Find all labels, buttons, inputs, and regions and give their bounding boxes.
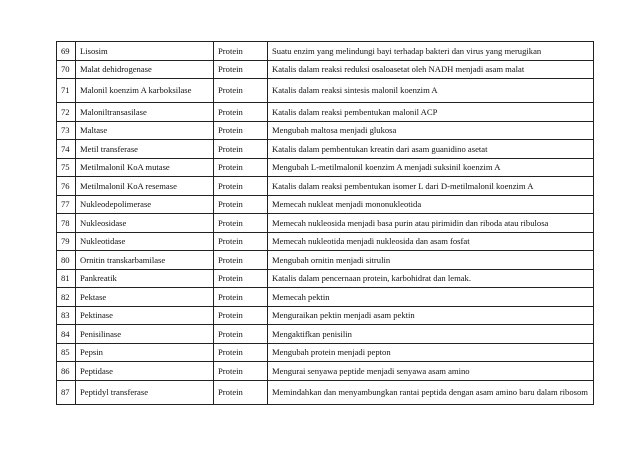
enzyme-type: Protein bbox=[214, 195, 268, 214]
table-row bbox=[57, 380, 594, 404]
enzyme-function: Mengubah maltosa menjadi glukosa bbox=[268, 121, 594, 140]
enzyme-name: Ornitin transkarbamilase bbox=[76, 251, 214, 270]
enzyme-function: Katalis dalam reaksi reduksi osaloasetat oleh NADH menjadi asam malat bbox=[268, 60, 594, 79]
enzyme-type: Protein bbox=[214, 42, 268, 61]
row-number: 84 bbox=[57, 325, 76, 344]
enzyme-function: Memecah nukleat menjadi mononukleotida bbox=[268, 195, 594, 214]
table-row bbox=[57, 121, 594, 140]
table-row bbox=[57, 158, 594, 177]
table-row bbox=[57, 195, 594, 214]
enzyme-table-body bbox=[57, 42, 594, 405]
row-number: 78 bbox=[57, 214, 76, 233]
enzyme-function: Memecah nukleosida menjadi basa purin atau pirimidin dan riboda atau ribulosa bbox=[268, 214, 594, 233]
table-row bbox=[57, 232, 594, 251]
enzyme-name: Pektase bbox=[76, 288, 214, 307]
table-row bbox=[57, 79, 594, 103]
enzyme-name: Pektinase bbox=[76, 306, 214, 325]
enzyme-type: Protein bbox=[214, 343, 268, 362]
enzyme-function: Mengubah protein menjadi pepton bbox=[268, 343, 594, 362]
row-number: 79 bbox=[57, 232, 76, 251]
row-number: 70 bbox=[57, 60, 76, 79]
table-row bbox=[57, 140, 594, 159]
enzyme-name: Nukleosidase bbox=[76, 214, 214, 233]
enzyme-type: Protein bbox=[214, 325, 268, 344]
row-number: 83 bbox=[57, 306, 76, 325]
enzyme-name: Maloniltransasilase bbox=[76, 103, 214, 122]
enzyme-name: Penisilinase bbox=[76, 325, 214, 344]
table-row bbox=[57, 214, 594, 233]
enzyme-function: Katalis dalam reaksi pembentukan malonil ACP bbox=[268, 103, 594, 122]
table-row bbox=[57, 269, 594, 288]
enzyme-type: Protein bbox=[214, 232, 268, 251]
enzyme-function: Memindahkan dan menyambungkan rantai peptida dengan asam amino baru dalam ribosom bbox=[268, 380, 594, 404]
enzyme-type: Protein bbox=[214, 214, 268, 233]
enzyme-name: Nukleotidase bbox=[76, 232, 214, 251]
enzyme-name: Peptidyl transferase bbox=[76, 380, 214, 404]
enzyme-function: Mengaktifkan penisilin bbox=[268, 325, 594, 344]
enzyme-function: Memecah nukleotida menjadi nukleosida dan asam fosfat bbox=[268, 232, 594, 251]
enzyme-name: Metil transferase bbox=[76, 140, 214, 159]
row-number: 77 bbox=[57, 195, 76, 214]
enzyme-function: Katalis dalam pencernaan protein, karbohidrat dan lemak. bbox=[268, 269, 594, 288]
enzyme-function: Mengubah L-metilmalonil koenzim A menjadi suksinil koenzim A bbox=[268, 158, 594, 177]
table-row bbox=[57, 325, 594, 344]
enzyme-type: Protein bbox=[214, 158, 268, 177]
enzyme-type: Protein bbox=[214, 362, 268, 381]
table-row bbox=[57, 362, 594, 381]
table-row bbox=[57, 288, 594, 307]
row-number: 69 bbox=[57, 42, 76, 61]
row-number: 87 bbox=[57, 380, 76, 404]
row-number: 76 bbox=[57, 177, 76, 196]
row-number: 71 bbox=[57, 79, 76, 103]
enzyme-type: Protein bbox=[214, 380, 268, 404]
enzyme-name: Metilmalonil KoA mutase bbox=[76, 158, 214, 177]
enzyme-function: Suatu enzim yang melindungi bayi terhadap bakteri dan virus yang merugikan bbox=[268, 42, 594, 61]
enzyme-name: Malonil koenzim A karboksilase bbox=[76, 79, 214, 103]
enzyme-name: Nukleodepolimerase bbox=[76, 195, 214, 214]
table-row bbox=[57, 251, 594, 270]
enzyme-name: Peptidase bbox=[76, 362, 214, 381]
table-row bbox=[57, 177, 594, 196]
enzyme-type: Protein bbox=[214, 251, 268, 270]
enzyme-function: Katalis dalam reaksi sintesis malonil koenzim A bbox=[268, 79, 594, 103]
enzyme-table bbox=[56, 41, 594, 405]
table-row bbox=[57, 103, 594, 122]
enzyme-type: Protein bbox=[214, 288, 268, 307]
enzyme-function: Katalis dalam pembentukan kreatin dari asam guanidino asetat bbox=[268, 140, 594, 159]
enzyme-function: Mengubah ornitin menjadi sitrulin bbox=[268, 251, 594, 270]
row-number: 80 bbox=[57, 251, 76, 270]
table-row bbox=[57, 343, 594, 362]
row-number: 75 bbox=[57, 158, 76, 177]
enzyme-name: Lisosim bbox=[76, 42, 214, 61]
enzyme-type: Protein bbox=[214, 140, 268, 159]
enzyme-name: Pepsin bbox=[76, 343, 214, 362]
row-number: 81 bbox=[57, 269, 76, 288]
enzyme-name: Maltase bbox=[76, 121, 214, 140]
row-number: 74 bbox=[57, 140, 76, 159]
table-row bbox=[57, 60, 594, 79]
row-number: 73 bbox=[57, 121, 76, 140]
enzyme-type: Protein bbox=[214, 306, 268, 325]
table-row bbox=[57, 42, 594, 61]
enzyme-name: Malat dehidrogenase bbox=[76, 60, 214, 79]
enzyme-function: Menguraikan pektin menjadi asam pektin bbox=[268, 306, 594, 325]
table-row bbox=[57, 306, 594, 325]
row-number: 85 bbox=[57, 343, 76, 362]
enzyme-type: Protein bbox=[214, 269, 268, 288]
enzyme-function: Mengurai senyawa peptide menjadi senyawa asam amino bbox=[268, 362, 594, 381]
enzyme-name: Metilmalonil KoA resemase bbox=[76, 177, 214, 196]
enzyme-type: Protein bbox=[214, 60, 268, 79]
enzyme-name: Pankreatik bbox=[76, 269, 214, 288]
enzyme-type: Protein bbox=[214, 177, 268, 196]
enzyme-type: Protein bbox=[214, 79, 268, 103]
enzyme-function: Katalis dalam reaksi pembentukan isomer L dari D-metilmalonil koenzim A bbox=[268, 177, 594, 196]
enzyme-type: Protein bbox=[214, 103, 268, 122]
enzyme-type: Protein bbox=[214, 121, 268, 140]
row-number: 72 bbox=[57, 103, 76, 122]
row-number: 82 bbox=[57, 288, 76, 307]
row-number: 86 bbox=[57, 362, 76, 381]
enzyme-function: Memecah pektin bbox=[268, 288, 594, 307]
